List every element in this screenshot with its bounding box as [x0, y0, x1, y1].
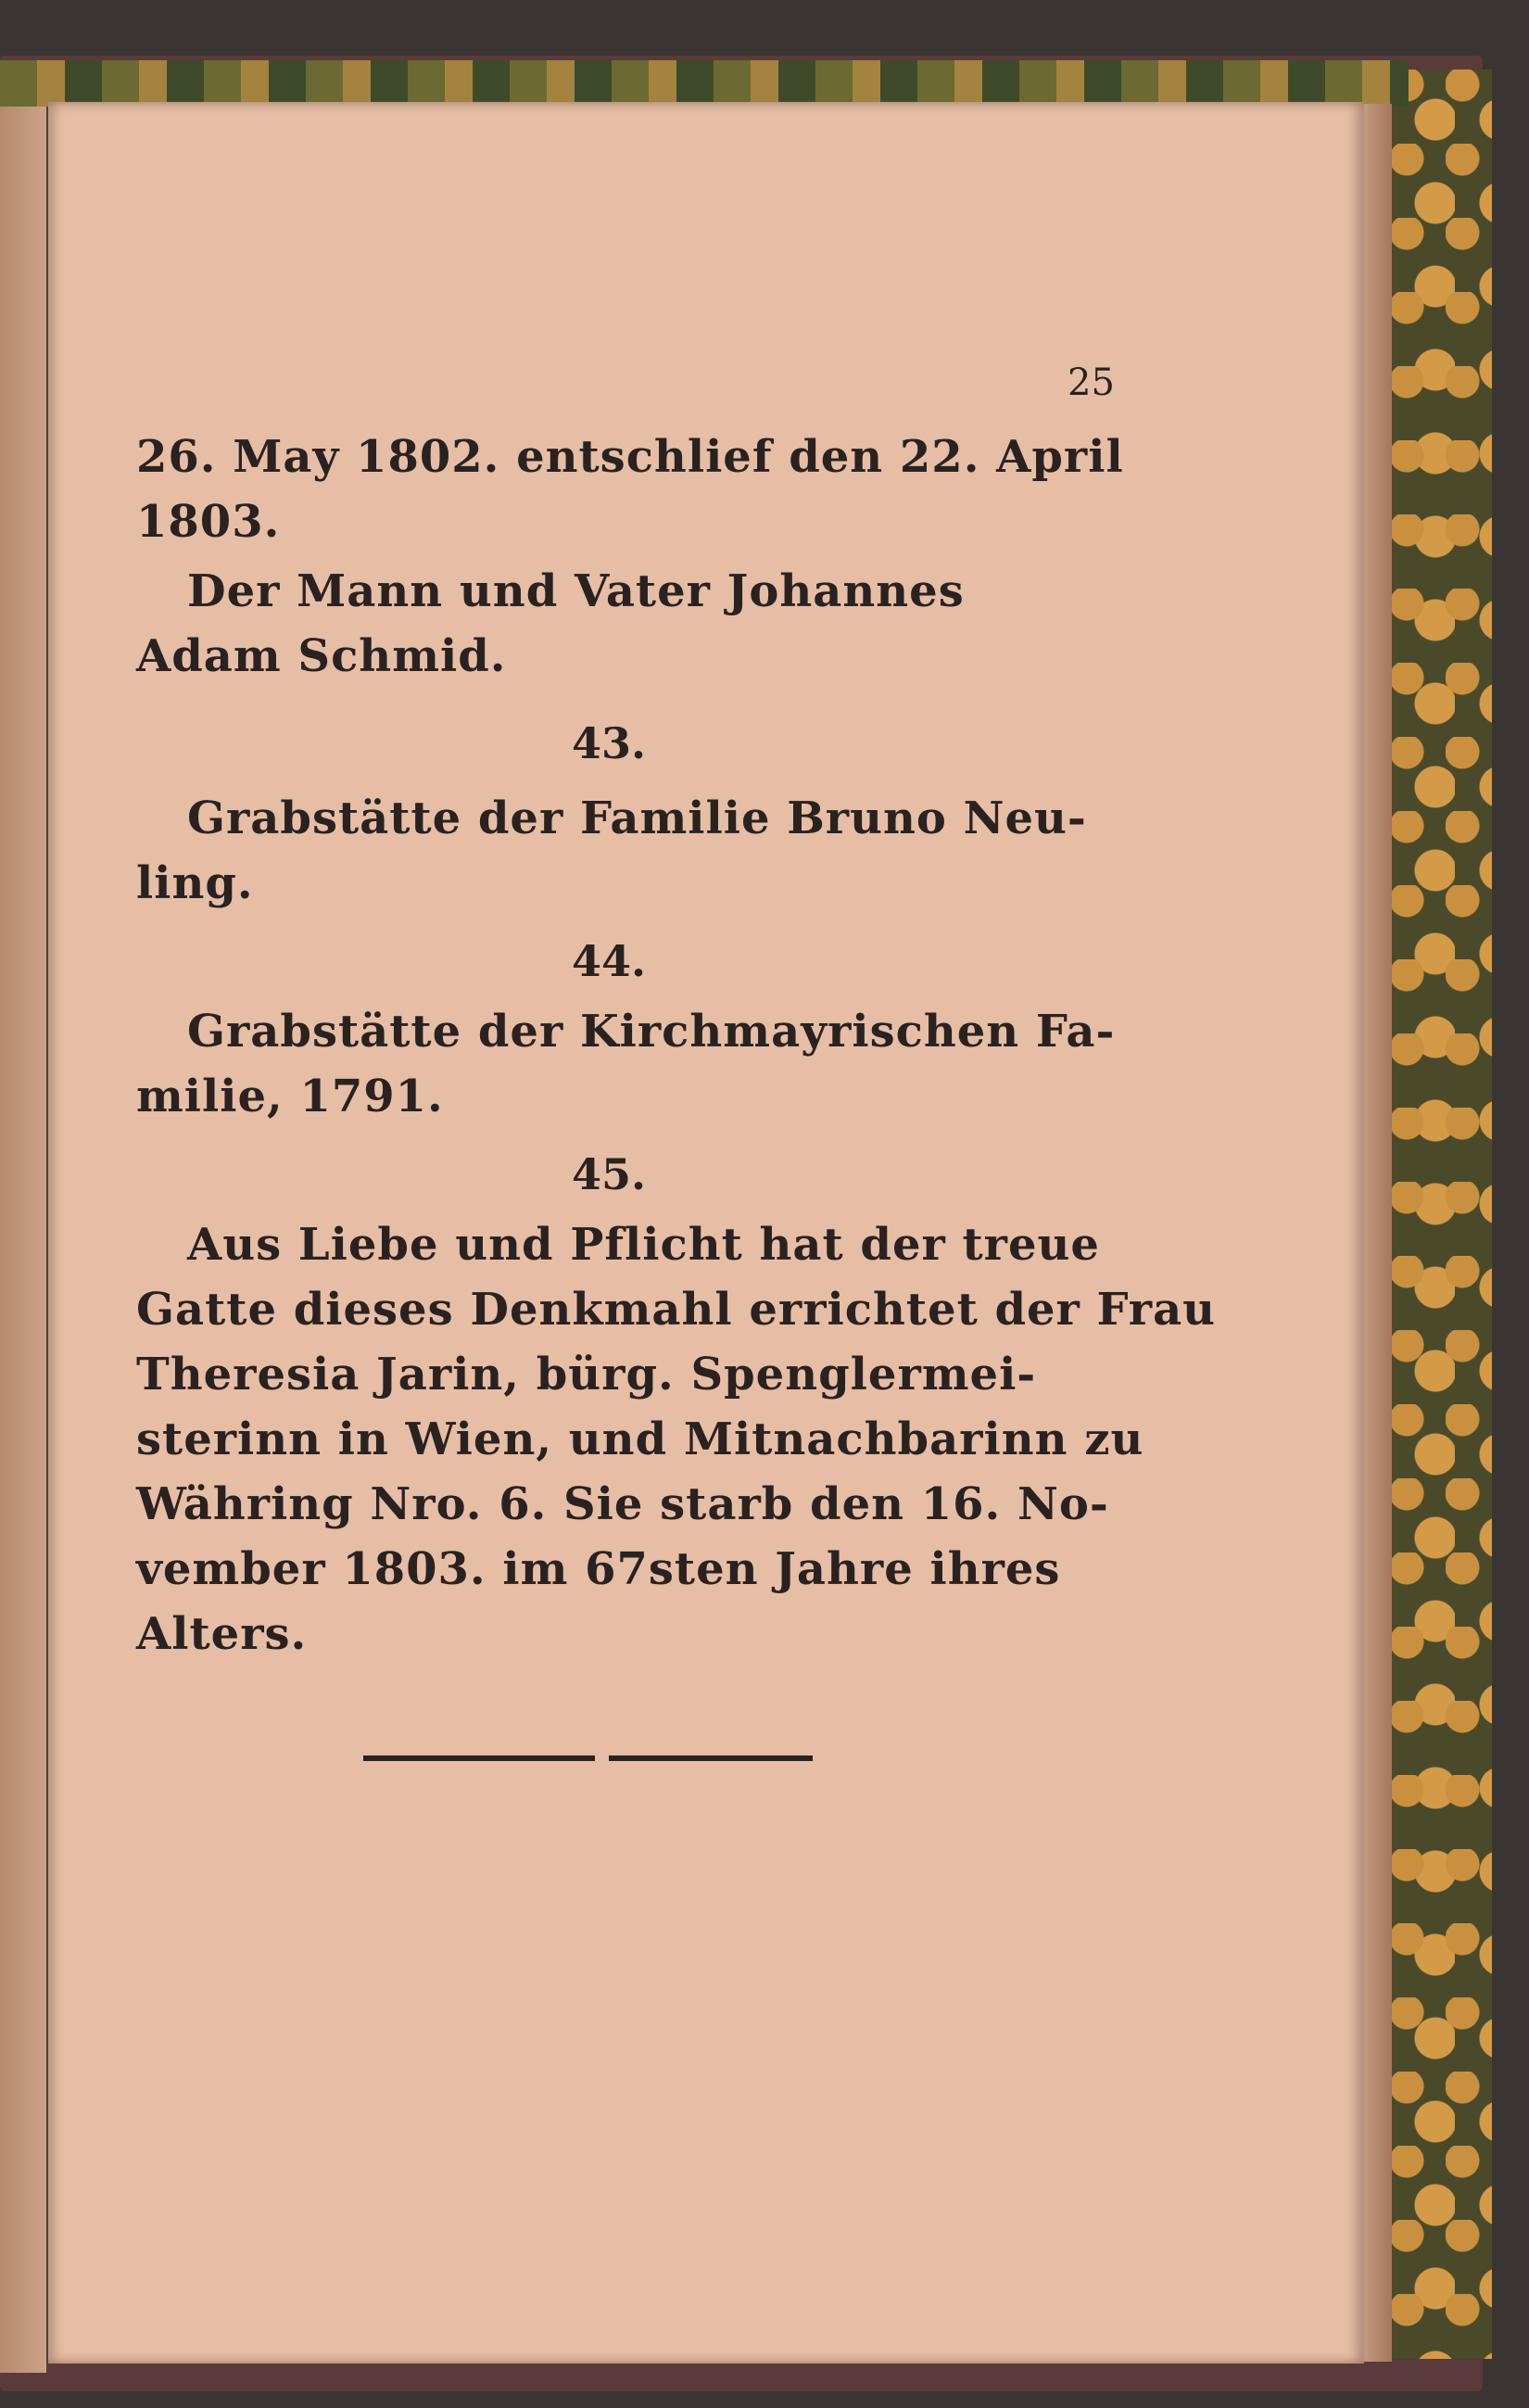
entry-number: 45.: [572, 1149, 647, 1199]
text-line: sterinn in Wien, und Mitnachbarinn zu: [136, 1413, 1144, 1465]
text-line: 1803.: [136, 496, 281, 548]
text-line: Gatte dieses Denkmahl errichtet der Frau: [136, 1284, 1217, 1336]
text-line: Grabstätte der Kirchmayrischen Fa-: [187, 1006, 1116, 1058]
text-line: ling.: [136, 857, 254, 909]
text-line: Grabstätte der Familie Bruno Neu-: [187, 792, 1087, 844]
text-line: milie, 1791.: [136, 1071, 444, 1122]
text-line: Adam Schmid.: [136, 630, 507, 682]
text-line: Alters.: [136, 1608, 308, 1660]
text-line: Währing Nro. 6. Sie starb den 16. No-: [136, 1478, 1109, 1530]
text-line: vember 1803. im 67sten Jahre ihres: [136, 1543, 1061, 1595]
text-line: Theresia Jarin, bürg. Spenglermei-: [136, 1349, 1037, 1400]
entry-number: 44.: [572, 936, 647, 986]
entry-number: 43.: [572, 718, 647, 768]
previous-page-edge: [0, 107, 46, 2373]
text-line: Der Mann und Vater Johannes: [187, 565, 965, 617]
page-number: 25: [1068, 361, 1115, 404]
end-rule-left: [363, 1755, 595, 1761]
book-page: [48, 102, 1364, 2364]
marbled-cover-edge: [1390, 70, 1492, 2359]
text-line: Aus Liebe und Pflicht hat der treue: [187, 1219, 1100, 1271]
marbled-cover-top: [0, 60, 1409, 107]
page-stack-edge: [1364, 104, 1392, 2362]
text-line: 26. May 1802. entschlief den 22. April: [136, 431, 1124, 483]
end-rule-right: [609, 1755, 813, 1761]
